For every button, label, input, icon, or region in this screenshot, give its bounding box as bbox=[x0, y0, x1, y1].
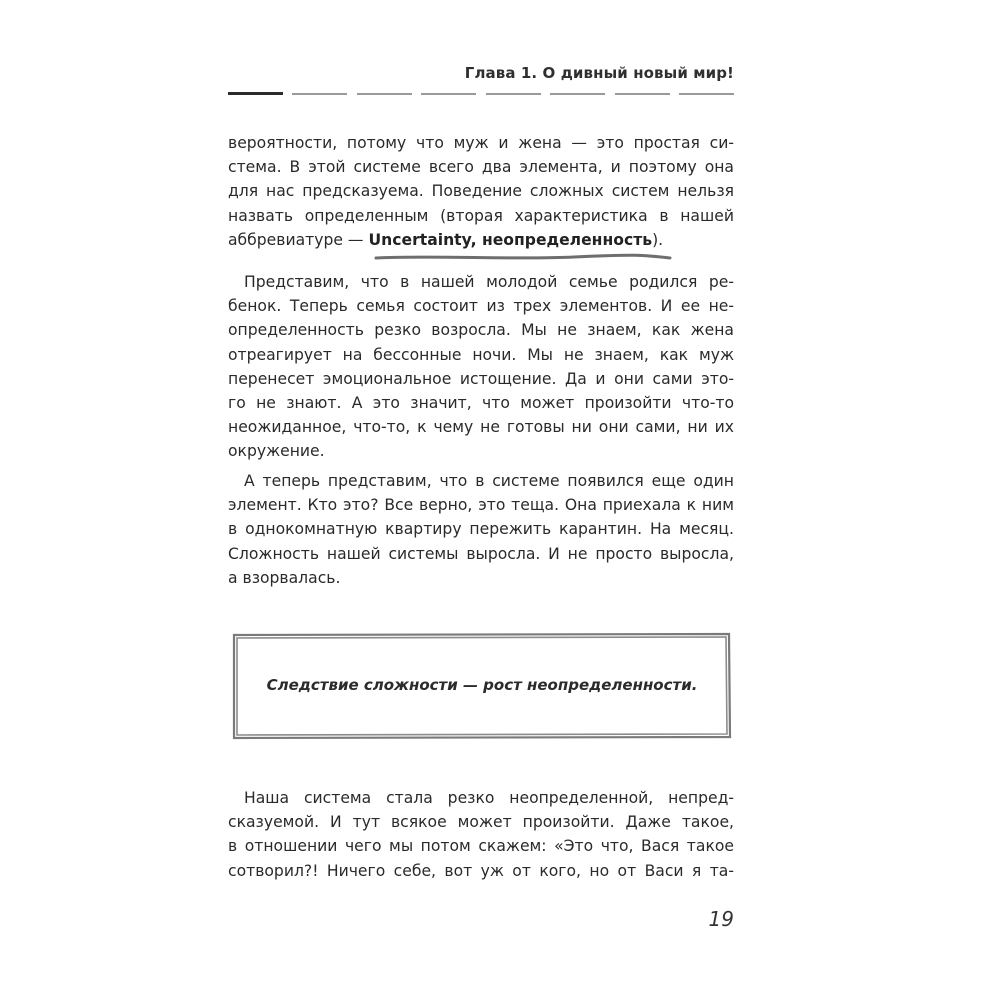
progress-dash bbox=[357, 93, 412, 95]
paragraph-4 bbox=[228, 786, 734, 883]
text-line: сотворил?! Ничего себе, вот уж от кого, но от Васи я та- bbox=[228, 861, 734, 880]
page-number: 19 bbox=[708, 907, 734, 931]
text-line: Сложность нашей системы выросла. И не просто выросла, bbox=[228, 544, 734, 563]
text-line: а взорвалась. bbox=[228, 568, 341, 587]
progress-dash bbox=[550, 93, 605, 95]
text-line bbox=[228, 228, 734, 252]
progress-dash-current bbox=[228, 92, 283, 95]
callout-text: Следствие сложности — рост неопределенности. bbox=[266, 676, 698, 694]
text-line: Наша система стала резко неопределенной, непред- bbox=[244, 789, 734, 807]
text-line: А теперь представим, что в системе появился еще один bbox=[244, 472, 734, 490]
text-line: перенесет эмоциональное истощение. Да и они сами это- bbox=[228, 369, 734, 388]
paragraph-2 bbox=[228, 270, 734, 464]
text-line: неожиданное, что-то, к чему не готовы ни они сами, ни их bbox=[228, 418, 734, 437]
highlighted-term: Uncertainty, неопределенность bbox=[368, 230, 653, 249]
text-line: в отношении чего мы потом скажем: «Это что, Вася такое bbox=[228, 837, 734, 856]
text-line: определенность резко возросла. Мы не знаем, как жена bbox=[228, 321, 734, 340]
progress-dash bbox=[679, 93, 734, 95]
text-line: сказуемой. И тут всякое может произойти. Даже такое, bbox=[228, 813, 734, 832]
text-line: го не знают. А это значит, что может произойти что-то bbox=[228, 394, 734, 413]
callout-box bbox=[231, 632, 733, 741]
text-line: в однокомнатную квартиру пережить карантин. На месяц. bbox=[228, 520, 734, 539]
text-span: аббревиатуре — bbox=[228, 230, 369, 249]
text-line: окружение. bbox=[228, 442, 325, 461]
paragraph-3 bbox=[228, 469, 734, 590]
text-line: вероятности, потому что муж и жена — это простая си- bbox=[228, 134, 734, 152]
text-line: Представим, что в нашей молодой семье родился ре- bbox=[244, 273, 734, 291]
text-line: бенок. Теперь семья состоит из трех элементов. И ее не- bbox=[228, 297, 734, 316]
running-head: Глава 1. О дивный новый мир! bbox=[464, 64, 734, 82]
paragraph-1 bbox=[228, 131, 734, 252]
hand-drawn-underline bbox=[374, 252, 674, 262]
text-line: стема. В этой системе всего два элемента, и поэтому она bbox=[228, 158, 734, 177]
text-line: отреагирует на бессонные ночи. Мы не знаем, как муж bbox=[228, 345, 734, 364]
text-span: ). bbox=[652, 230, 664, 249]
progress-dash bbox=[615, 93, 670, 95]
progress-dash bbox=[421, 93, 476, 95]
progress-dash bbox=[292, 93, 347, 95]
text-line: назвать определенным (вторая характеристика в нашей bbox=[228, 206, 734, 225]
progress-dash bbox=[486, 93, 541, 95]
text-line: элемент. Кто это? Все верно, это теща. Она приехала к ним bbox=[228, 496, 734, 515]
text-line: для нас предсказуема. Поведение сложных систем нельзя bbox=[228, 182, 734, 201]
